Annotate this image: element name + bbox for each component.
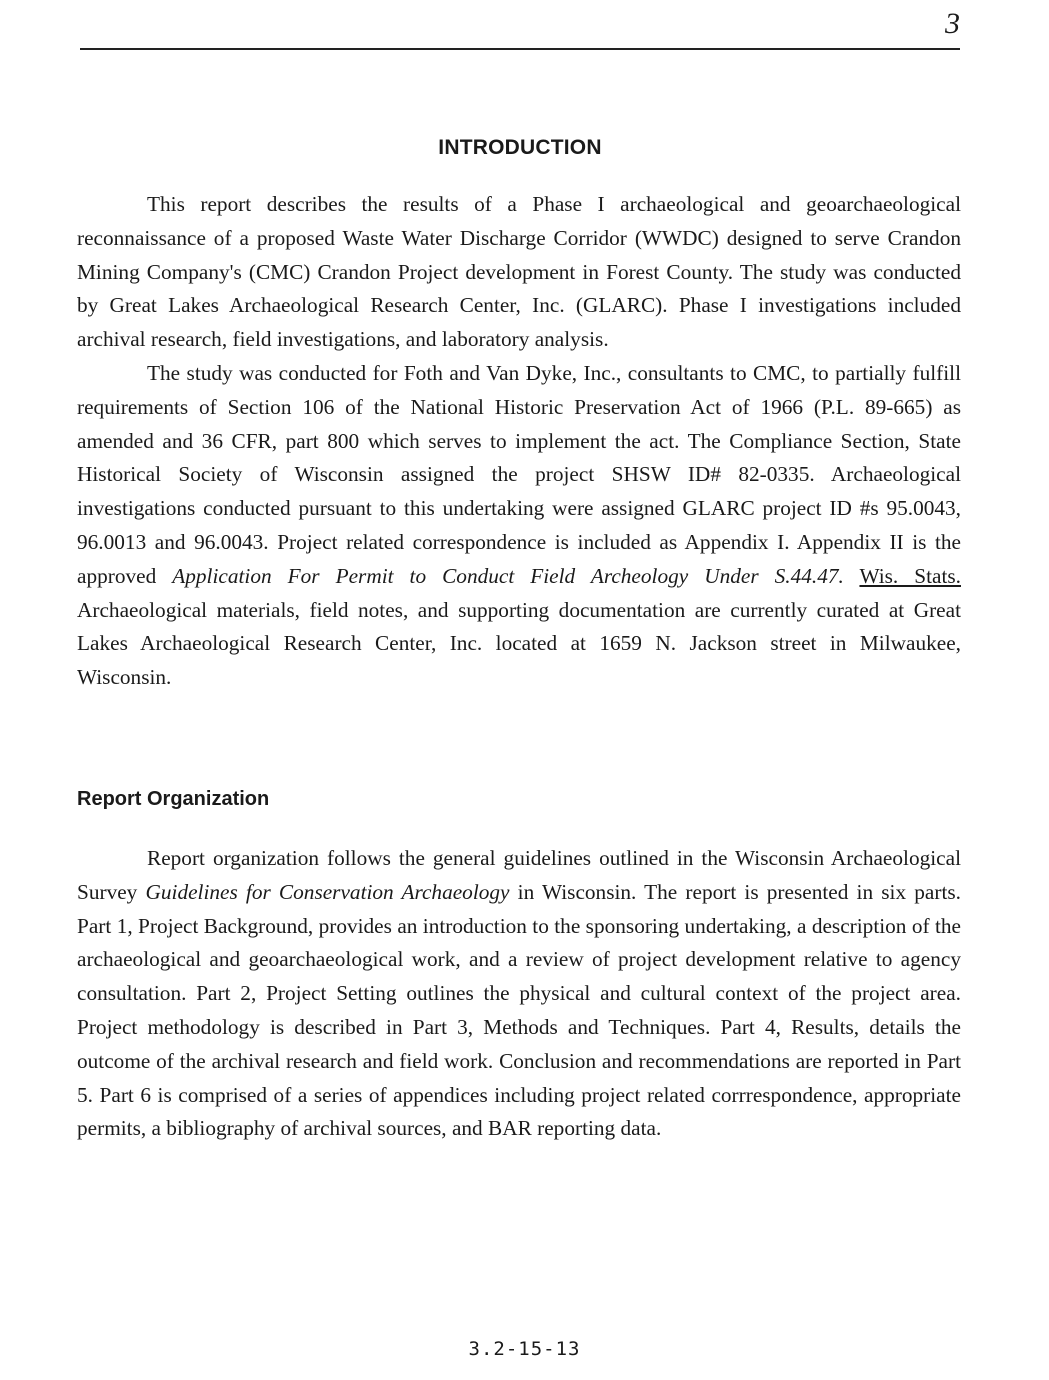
header-rule bbox=[80, 48, 960, 50]
page-number: 3 bbox=[945, 7, 960, 40]
paragraph-text: The study was conducted for Foth and Van Dyke, Inc., consultants to CMC, to partially fulfill requirements of Section 106 of the National Historic Preservation Act of 1966 (P.L. 89-665) as amended and 36 CFR, part 800 which serves to implement the act. The Compliance Section, State Historical Society of Wisconsin assigned the project SHSW ID# 82-0335. Archaeological investigations conducted pursuant to this undertaking were assigned GLARC project ID #s 95.0043, 96.0013 and 96.0043. Project related correspondence is included as Appendix I. Appendix II is the approved bbox=[77, 360, 961, 588]
introduction-paragraph-1: This report describes the results of a Phase I archaeological and geoarchaeological reconnaissance of a proposed Waste Water Discharge Corridor (WWDC) designed to serve Crandon Mining Company's (CMC) Crandon Project development in Forest County. The study was conducted by Great Lakes Archaeological Research Center, Inc. (GLARC). Phase I investigations included archival research, field investigations, and laboratory analysis. bbox=[77, 192, 961, 352]
paragraph-text: in Wisconsin. The report is presented in six parts. Part 1, Project Background, provides an introduction to the sponsoring undertaking, a description of the archaeological and geoarchaeological work, and a review of project development relative to agency consultation. Part 2, Project Setting outlines the physical and cultural context of the project area. Project methodology is described in Part 3, Methods and Techniques. Part 4, Results, details the outcome of the archival research and field work. Conclusion and recommendations are reported in Part 5. Part 6 is comprised of a series of appendices including project related corrrespondence, appropriate permits, a bibliography of archival sources, and BAR reporting data. bbox=[77, 879, 961, 1141]
paragraph-text: Report organization follows the general guidelines outlined in the Wisconsin Archaeological Survey bbox=[77, 846, 961, 904]
introduction-paragraph-2 bbox=[77, 357, 961, 695]
permit-title: Application For Permit to Conduct Field Archeology Under S.44.47. bbox=[172, 563, 844, 588]
subheading-report-organization: Report Organization bbox=[77, 788, 270, 810]
guidelines-title: Guidelines for Conservation Archaeology bbox=[145, 879, 510, 904]
footer-document-code: 3.2-15-13 bbox=[468, 1338, 581, 1360]
introduction-body bbox=[77, 188, 961, 695]
statute-reference: Wis. Stats. bbox=[859, 563, 961, 588]
paragraph-text: Archaeological materials, field notes, and supporting documentation are currently curated at Great Lakes Archaeological Research Center, Inc. located at 1659 N. Jackson street in Milwaukee, Wisconsin. bbox=[77, 597, 961, 690]
report-organization-paragraph-1 bbox=[77, 842, 961, 1146]
report-organization-body bbox=[77, 842, 961, 1146]
section-heading-introduction: INTRODUCTION bbox=[438, 136, 602, 159]
